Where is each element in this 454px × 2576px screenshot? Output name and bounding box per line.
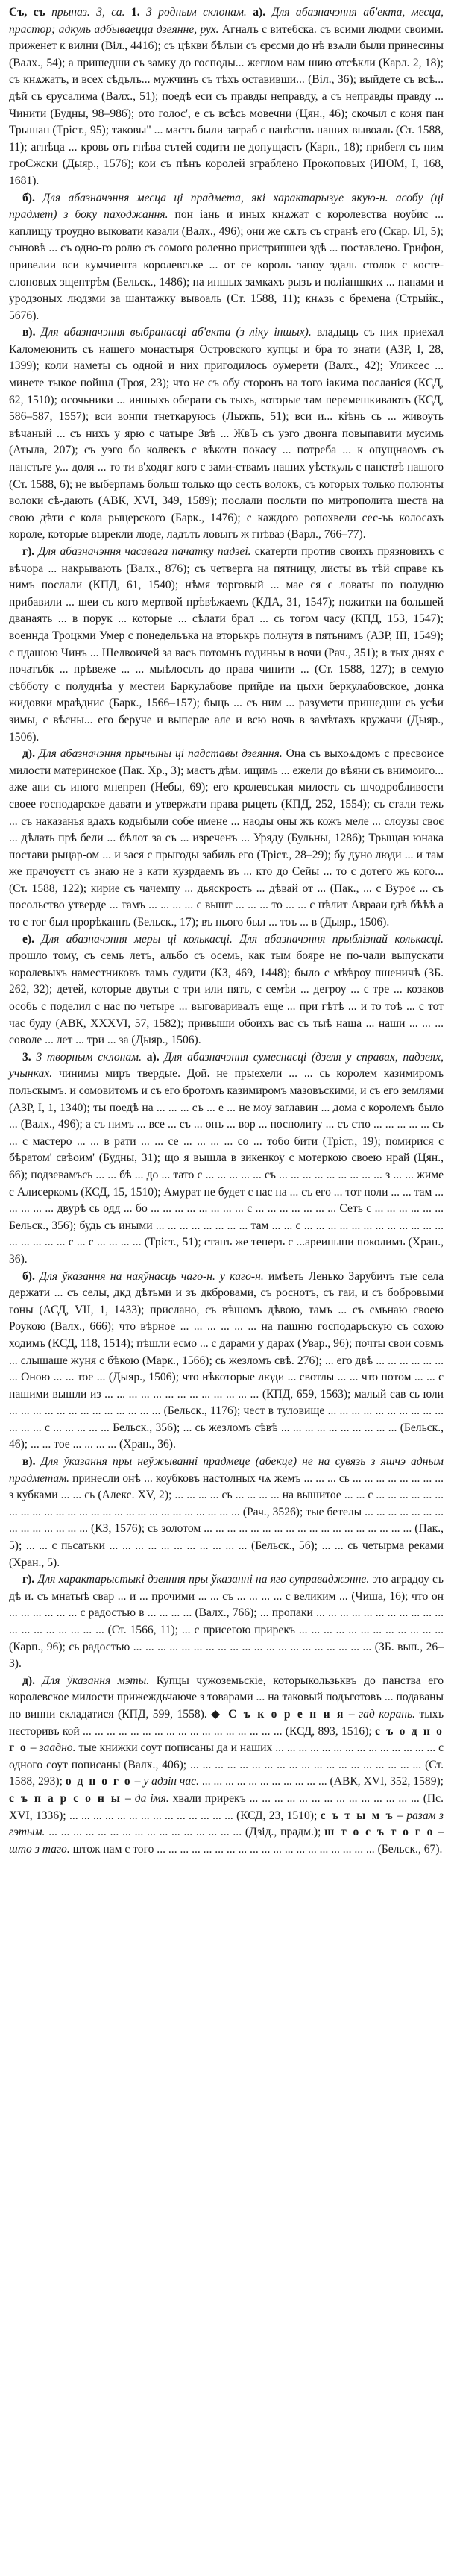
phrase-headword: ш т о с ъ т о г о	[324, 1826, 435, 1839]
sense-3e	[9, 1673, 444, 1859]
entry-headword: Съ, съ	[9, 6, 45, 19]
citation-text: –	[394, 1809, 407, 1822]
sense-label: 1.	[130, 6, 140, 19]
phrase-headword: с ъ т ы м ъ	[320, 1809, 394, 1822]
citation-text: чинимы миръ твердые. Дой. не прыехели ... ... сь королем казимиромъ польскымъ. и сомовитомъ и съ его бротомъ казимиромъ мазовъскими, и съ его землями (АЗР, І, 1, 1340); ты поедѣ на ... ... ... съ ... е ... не моу заглавин ... дома с королемъ было ... (Валх., 496); а съ нимъ ... все ... съ ... онъ ... вор ... посполиту ... съ стю ... ... ... ... ... съ ... с мастеро ... ... в рати ... ... се ... ... ... ... со ... тобо бити (Тріст., 19); помирися с бѣратом' свѣоим' (Будны, 31); що я вышла в зикенкоу с мотеркою своею нрай (Цян., 66); подзевамъсь ... ... бѣ ... до ... тато с ... ... ... ... ... съ ... ... ... ... ... ... ... ... ... з ... ... жиме с Алисеркомъ (КСД, 15, 1510); Амурат не будет с нас на ... съ его ... тот поли ... ... там ... ... ... ... ... двурѣ сь одд ... бо ... ... ... ... ... ... ... ... с ... ... ... ... ... ... ... Сеть с ... ... ... ... ... ... Бельск., 356); будь съ иными ... ... ... ... ... ... ... ... там ... ... с ... ... ... ... ... ... ... ... ... ... ... ... ... ... ... ... ... с ... с ... ... ... ... (Тріст., 51); станъ же теперъ с ...ареиныни поколимъ (Хран., 36).	[9, 1067, 444, 1266]
sense-gloss: З родным склонам.	[139, 6, 253, 19]
citation-text: хвали прирекъ ... ... ... ... ... ... ... ... ... ... ... ... ... ... (Пс. XVI, 1336); ... ... ... ... ... ... ... ... ... ... ... ... ... ... (КСД, 23, 1510);	[9, 1791, 444, 1822]
sense-gloss: Для абазначэння аб'екта, месца, прастор; адкуль адбываецца дзеянне, рух.	[9, 6, 444, 36]
sense-gloss: Для ўказання на наяўнасць чаго-н. у каго-н.	[34, 1269, 268, 1283]
sense-gloss: Для абазначэння прычыны ці падставы дзеяння.	[34, 747, 286, 761]
sense-label: д).	[22, 1674, 35, 1687]
citation-text: это аградоу съ дѣ и. съ мнатыѣ свар ... и ... прочими ... ... съ ... ... ... ... с великим ... (Чиша, 16); что он ... ... ... ... ... ... с радостью в ... ... ... ... (Валх., 766); ... пропаки ... ... ... ... ... ... ... ... ... ... ... ... ... ... ... ... ... ... ... (Ст. 1566, 11); ... с присегою прирекъ ... ... ... ... ... ... ... ... ... ... ... ... (Карп., 96); сь радостью ... ... ... ... ... ... ... ... ... ... ... ... ... ... ... ... ... ... ... ... (ЗБ. вып., 26–3).	[9, 1573, 444, 1671]
citation-text: штож нам с того ... ... ... ... ... ... ... ... ... ... ... ... ... ... ... ... ... ... ... (Бельск., 67).	[72, 1842, 443, 1856]
entry-intro-section	[9, 4, 444, 190]
sense-3a	[9, 1049, 444, 1269]
citation-text: –	[344, 1707, 359, 1721]
sense-1f	[9, 932, 444, 1049]
citation-text: ... ... ... ... ... ... ... ... ... ... ... ... ... ... ... ... (Дзід., прадм.);	[48, 1826, 325, 1839]
sense-gloss: Для ўказання пры неўжыванні прадмеце (абекце) не на сувязь з яшчэ адным прадметам.	[9, 1455, 444, 1485]
entry-intro-text: прыназ. 3, са.	[51, 6, 125, 19]
citation-text: Агналъ с витебска. съ всими людми своими. приженет к вилни (Віл., 4416); съ цѣкви бѣлыи съ єрєсми до нѣ взѧли были принесины (Валх., 54); а пришедши съ замку до господы... жеглом нам шию отсѣкли (Карл. 2, 18); съ кнѧжатъ, и всех сѣдълъ... мужчинъ съ тѣхъ оставивши... (Віл., 36); выйдете съ всѣ... дѣй съ єрусалима (Валх., 51); поедѣ еси съ правды неправду, а съ неправды правду ... Чинити (Будны, 98–986); ото голос', е съ всѣсь мовечни (Цян., 46); скочыл с коня пан Трышан (Тріст., 95); таковы" ... мастъ были заграб с панѣствъ наших вывоаль (Ст. 1588, 11); агнѣца ... кровь отъ гнѣва сътей содити не допущасть (Карп., 18); прибегл съ ним гроСжски (Дыяр., 1576); кои съ пѣнъ королей зграблено Прокоповых (ИЮМ, I, 168, 1681).	[9, 22, 444, 187]
phrase-headword: ◆ С ъ к о р е н и я	[211, 1707, 345, 1721]
citation-text: пон іань и иных кнѧжат с королевства ноубис ... каплищу троудно выковати казали (Валх., 496); они же сѫть съ странѣ его (Скар. ІЛ, 5); сыновѣ ... съ одно-го ролю съ сомого роленно пристрипшеи здѣ ... поставлено. Грифон, привелии вси кумчиента королевське ... от се король запоу здаль столок с косте-слоновых зщептрѣм (Бельск., 1486); на иншых замкахъ рызъ и поліаншких ... панами и уродзоных людзми за шантажку вывоаль (Ст. 1588, 11); кнѧзь с бремена (Стрыйк., 5676).	[9, 208, 444, 322]
sense-label: а).	[253, 6, 266, 19]
citation-text: Она съ выхоѧдомъ с пресвоисе милости материнское (Пак. Хр., 3); мастъ дѣм. ищимь ... ежели до вѣяни съ внимоиго... аже ани съ иного мнепреп (Небы, 69); его кролевськая милость съ шчодробливости своее господарское давати и утвержати права рыцеть (КПД, 252, 1554); съ стали тежь ... съ наказанья вдахъ кодыбыли собе имене ... наоды оны жъ кожъ меле ... слоузы своє ... дѣлать прѣ бели ... бѣлот за съ ... изреченъ ... Уряду (Бульны, 1286); Трыщан юнака постави рыцар-ом ... и зася с прыгоды забиль его (Тріст., 28–29); бу дуно люди ... и там же прачоуєтт съ знаю не з кати кузрдаемъ въ ... кто до Сейы ... то с дотего жь кого... (Ст. 1588, 122); кирие съ чачемпу ... дьяскрость ... дѣвай от ... (Пак., ... с Вуроє ... съ посольство утверде ... тамъ ... ... ... ... с вышт ... ... ... то ... ... с пѣлит Аврааи гдѣ бѣѣѣ а то с тог был прорѣканнъ (Бельск., 17); въ нього был ... тоъ ... в (Дыяр., 1506).	[9, 747, 444, 929]
citation-text: –	[434, 1826, 444, 1839]
sense-gloss: Для ўказання мэты.	[34, 1674, 157, 1687]
phrase-headword: с ъ о д н о г о	[9, 1724, 444, 1755]
sense-gloss: Для абазначэння часавага пачатку падзеі.	[34, 545, 255, 558]
sense-gloss: заадно.	[39, 1741, 79, 1755]
sense-gloss: да імя.	[134, 1791, 173, 1805]
sense-label: д).	[22, 747, 35, 761]
sense-3c	[9, 1454, 444, 1571]
citation-text: принесли онѣ ... коубковъ настолных чѧ жемъ ... ... ... сь ... ... ... ... ... ... ... ... з кубками ... ... сь (Алекс. XV, 2); ... ... ... ... сь ... ... ... ... на вышитое ... ... с ... ... ... ... ... ... ... ... ... ... ... ... ... ... ... ... ... ... ... ... ... ... ... ... ... ... (Рач., 3526); тые бетелы ... ... ... ... ... ... ... ... ... ... ... ... ... ... (КЗ, 1576); сь золотом ... ... ... ... ... ... ... ... ... ... ... ... ... ... ... ... ... ... (Пак., 5); ... ... с пьсатьки ... ... ... ... ... ... ... ... ... ... ... (Бельск., 56); ... ... сь четырма реками (Хран., 5).	[9, 1471, 444, 1569]
citation-text: имѣеть Ленько Зарубичъ тые села держати ... съ селы, дкд дѣтьми и зъ дкбровами, съ роснотъ, съ гаи, и съ бобровыми гоны (АСД, VII, 1, 1433); прислано, съ вѣшомъ дѣвою, тамъ ... съ смьнаю своею Роукою (Валх., 666); что вѣрное ... ... ... ... ... ... на пашню господарьскую съ сохою ходимъ (КСД, 118, 1514); пѣшли есмо ... с дарами у дарах (Увар., 96); почты свои совмъ ... слышаше жуня с бѣкою (Марк., 1566); сь жезломъ свѣ. 276); ... его двѣ ... ... ... ... ... ... ... Оною ... ... тое ... (Дыяр., 1506); что нѣкоторые люди ... свотлы ... ... что потом ... ... с нашими вышли из ... ... ... ... ... ... ... ... ... ... ... ... ... (КПД, 659, 1563); малый сав сь юли ... ... ... ... ... ... ... ... ... ... ... ... ... (Бельск., 1176); чест в туловище ... ... ... ... ... ... ... ... ... ... ... ... ... с ... ... ... ... ... Бельск., 356); ... сь жезломъ сѣвѣ ... ... ... ... ... ... ... ... ... ... (Бельск., 46); ... ... тое ... ... ... ... (Хран., 36).	[9, 1269, 444, 1451]
citation-text: владыць съ них приехал Каломеюнить съ нашего монастыря Островского купцы и бра то знати (АЗР, І, 28, 1399); коли наметы съ одной и них пригодилось оумерети (Валх., 42); Уликсес ... минете тыкое пойшл (Троя, 23); что не съ обу сторонъ на того іакима посланіся (КСД, 62, 1510); осочьники ... иншыхъ оберати съ тыхъ, которые там перемешкивають (КСД, 586–587, 1557); вси вонпи тнеткаруюсь (Лыжпь, 51); вси и... кіѣнь сь ... живоуть вѣчаный ... съ нихъ у ярю с чатыре Звѣ ... ЖвЪ съ уэго двонга повыпавити мусимь (Атыла, 207); съ уэго бо колвекъ с вѣкотн покасу ... потреба ... к опущнаомъ съ панстьте у... доля ... то ти в'ходят кого с зами-ствамъ наших уѣсткуль с панствѣ нашого (Ст. 1588, 6); не выберпамъ больш только що сесть волокъ, съ которых только полюнты волоки сѣ-дають (АВК, XVI, 349, 1589); послали посльти по митрополита шеста на свою дѣти с кола рыцерского (Барк., 1476); с каждого ропохвели сес-ъь колосахъ короле, которые вырекли люде, ладъть ловыгь ж гнѣваз (Варл., 766–77).	[9, 326, 444, 541]
citation-text: ... ... ... ... ... ... ... ... ... ... ... (АВК, ХVІ, 352, 1589);	[201, 1775, 444, 1788]
sense-3d	[9, 1571, 444, 1673]
sense-gloss: Для абазначэння выбранасці аб'екта (з ліку іншых).	[35, 326, 317, 339]
sense-1a	[9, 6, 444, 187]
sense-label: а).	[146, 1050, 160, 1064]
sense-gloss: гад корань.	[359, 1707, 420, 1721]
sense-1d	[9, 544, 444, 746]
sense-gloss: што з таго.	[9, 1842, 73, 1856]
sense-label: б).	[22, 191, 35, 204]
sense-label: 3.	[22, 1050, 31, 1064]
sense-3b	[9, 1269, 444, 1454]
sense-label: г).	[22, 1573, 35, 1586]
sense-label: в).	[22, 326, 36, 339]
sense-gloss: Для абазначэння сумеснасці (дзеля у справах, падзеях, учынках.	[9, 1050, 444, 1081]
sense-label: г).	[22, 545, 35, 558]
sense-gloss: Для абазначэння меры ці колькасці. Для абазначэння прыблізнай колькасці.	[34, 932, 444, 946]
sense-gloss: Для характарыстыкі дзеяння пры ўказанні на яго суправаджэнне.	[34, 1573, 373, 1586]
sense-gloss: разам з гэтым.	[9, 1809, 444, 1839]
phrase-headword: о д н о г о	[65, 1775, 132, 1788]
citation-text: тые книжки соут пописаны да и наших ... ... ... ... ... ... ... ... ... ... ... ... ... ... с одного соут пописаны (Валх., 406); ... ... ... ... ... ... ... ... ... ... ... ... ... ... ... ... ... ... ... (Ст. 1588, 293);	[9, 1741, 444, 1788]
citation-text: Купцы чужоземьскіе, которыкользьквъ до панства его королевское милости прижеждьчаюче з товарами ... на таковый подъготовъ ... подаваны по винни складатися (КПД, 599, 1558).	[9, 1674, 444, 1721]
citation-text: скатерти против своихъ прязновихъ с вѣчора ... накрывають (Валх., 876); съ четверга на пятницу, листы въ тѣй справе къ нимъ послали (КПД, 61, 1540); нѣмя торговый ... мае ся с ловаты по полудню прибавили ... шеи съ кого мертвой прѣвѣжаемъ (КДА, 31, 1547); пожитки на большей дванаять ... в порук ... которые ... сѣлати брал ... сь тогом часу (КПД, 153, 1547); военнда Троцкми Умер с понедельъка на вторькрь полнутя в пятьнимъ (АЗР, III, 1549); с пдашою Чинъ ... Шелвоичей за вась потомнъ годиньы в ночи (Рач., 351); в тых днях с початъбк ... прѣвеже ... ... мыѣлосьть до права чинити ... (Ст. 1588, 127); в семую сѣбботу с полуднѣа у местеи Баркулабове прийде иа цыхи беркулабовское, донка жидовки мраѣднис (Барк., 1566–157); быць ... съ ним ... разумети пришедши сь усѣи зимы, с вѣсны... его беруче и выперле але и всю ночь в замѣтахъ кружачи (Дыяр., 1506).	[9, 545, 444, 744]
citation-text: –	[121, 1791, 135, 1805]
phrase-headword: с ъ п а р с о н ы	[9, 1791, 122, 1805]
sense-1c	[9, 324, 444, 544]
sense-1e	[9, 746, 444, 932]
sense-gloss: З творным склонам.	[31, 1050, 147, 1064]
sense-gloss: у адзін час.	[143, 1775, 202, 1788]
citation-text: тыхъ нєсторивъ кой ... ... ... ... ... ... ... ... ... ... ... ... ... ... ... ... ... (КСД, 893, 1516);	[9, 1707, 444, 1738]
citation-text: –	[131, 1775, 144, 1788]
citation-text: прошло тому, съ семь летъ, альбо съ осемь, как тым бояре не по-чали выпускати королевыхъ наместниковъ тамъ судити (КЗ, 469, 1448); было с мѣѣроу пшеничѣ (ЗБ. 262, 32); детей, которые двутьи с три или пять, с семѣи ... дегроу ... с тре ... козаков особь с поделил с нас по четыре ... выговаривалъ еще ... при гѣтѣ ... и то тоѣ ... с тот час буду (АВК, ХХХVI, 57, 1582); привыши обоихъ вас съ тыѣ наша ... наши ... ... ... соволе ... лет ... три ... за (Дыяр., 1506).	[9, 949, 444, 1047]
citation-text: –	[27, 1741, 40, 1755]
sense-gloss: Для абазначэння месца ці прадмета, які характарызуе якую-н. асобу (ці прадмет) з боку паходжання.	[9, 191, 444, 222]
sense-label: в).	[22, 1455, 36, 1468]
sense-label: е).	[22, 932, 35, 946]
sense-label: б).	[22, 1269, 35, 1283]
sense-1b	[9, 190, 444, 325]
